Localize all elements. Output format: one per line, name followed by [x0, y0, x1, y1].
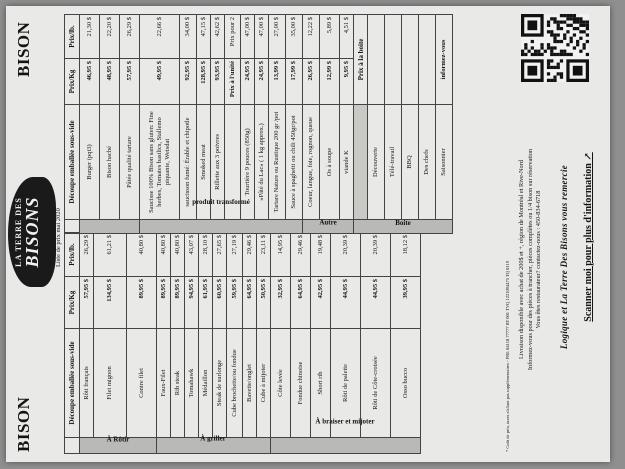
price-lb-cell: 35,00 $: [286, 15, 303, 59]
table-row: [140, 15, 180, 234]
group-label: Autre: [318, 218, 337, 227]
group-label-cell: [80, 435, 157, 454]
price-kg-cell: 89,95 $: [127, 277, 157, 329]
price-lb-cell: 27,00 $: [269, 15, 286, 59]
price-kg-cell: 94,95 $: [185, 277, 199, 329]
price-kg-cell: 93,95 $: [211, 59, 225, 105]
cut-name-cell: saucisson fumé: Érable et chipotle: [180, 105, 197, 220]
table-row: [80, 233, 94, 454]
price-kg-cell: 57,95 $: [120, 59, 140, 105]
table-row: [120, 15, 140, 234]
cut-name-cell: Rillette aux 3 poivres: [211, 105, 225, 220]
cut-name-cell: Tourtière 9 pouces (850g): [241, 105, 255, 220]
info-line: Vous êtes restaurateur? contactez-nous : 450-834-6718: [535, 190, 542, 329]
cut-name-cell: Short rib: [311, 329, 331, 438]
cut-name-cell: Filet mignon: [94, 329, 127, 438]
cut-name-cell: Steak de surlonge: [213, 329, 227, 438]
table-row: [340, 15, 354, 234]
box-price-cell: [385, 15, 402, 105]
group-column-header: [65, 220, 80, 234]
group-label: À braiser et mijoter: [315, 417, 375, 426]
cut-name-cell: Contre filet: [127, 329, 157, 438]
table-row: [391, 233, 421, 454]
price-kg-cell: 26,95 $: [303, 59, 320, 105]
price-kg-cell: 44,95 $: [361, 277, 391, 329]
price-kg-column-header: Prix/Kg: [65, 59, 80, 105]
price-lb-cell: 43,07 $: [185, 233, 199, 277]
price-kg-cell: 59,95 $: [227, 277, 243, 329]
price-kg-cell: 39,95 $: [391, 277, 421, 329]
delivery-info: [518, 117, 544, 402]
price-lb-cell: 20,39 $: [331, 233, 361, 277]
cut-name-cell: Coeur, langue, foie, rognon, queue: [303, 105, 320, 220]
price-lb-cell: 5,89 $: [320, 15, 340, 59]
price-lb-cell: 26,29 $: [80, 233, 94, 277]
cut-name-cell: BBQ: [402, 105, 419, 220]
price-lb-cell: 14,95 $: [271, 233, 291, 277]
price-lb-cell: Prix pour 2: [225, 15, 241, 59]
cut-name-cell: Saucisse 100% Bison sans gluten: Fine herbes, Tomates basilics, Stallemo piquante, Weisdat: [140, 105, 180, 220]
price-kg-cell: 9,95 $: [340, 59, 354, 105]
header-title-right: BISON: [14, 21, 33, 77]
table-row: [368, 15, 385, 234]
price-lb-cell: 61,21 $: [94, 233, 127, 277]
table-row: [320, 15, 340, 234]
price-kg-cell: 134,95 $: [94, 277, 127, 329]
price-kg-cell: 128,95 $: [197, 59, 211, 105]
cut-name-cell: Découverte: [368, 105, 385, 220]
table-row: [271, 233, 291, 454]
price-kg-cell: 24,95 $: [255, 59, 269, 105]
table-row: [127, 233, 157, 454]
cut-name-cell: Smoked meat: [197, 105, 211, 220]
price-lb-cell: 40,80 $: [127, 233, 157, 277]
qr-code-icon[interactable]: [521, 14, 589, 82]
cut-name-cell: Burger (pqt3): [80, 105, 100, 220]
price-kg-cell: 32,95 $: [271, 277, 291, 329]
price-lb-cell: 28,10 $: [199, 233, 213, 277]
price-lb-cell: 29,46 $: [291, 233, 311, 277]
table-row: [436, 15, 453, 234]
price-lb-column-header: Prix/lb.: [65, 233, 80, 277]
cut-column-header: Découpe emballée sous-vide: [65, 105, 80, 220]
cut-name-cell: Rôti de Côte-croisée: [361, 329, 391, 438]
price-kg-cell: 49,95 $: [140, 59, 180, 105]
table-row: [157, 233, 171, 454]
group-label: Boite: [394, 219, 411, 228]
table-row: [243, 233, 257, 454]
price-lb-cell: 34,00 $: [180, 15, 197, 59]
price-lb-cell: 21,30 $: [80, 15, 100, 59]
price-kg-cell: 92,95 $: [180, 59, 197, 105]
cut-name-cell: Cube brochette/ou fondue: [227, 329, 243, 438]
group-label-cell: [80, 220, 140, 234]
cut-name-cell: Faux-Filet: [157, 329, 171, 438]
price-lb-cell: 12,22 $: [303, 15, 320, 59]
table-row: [303, 15, 320, 234]
table-row: [419, 15, 436, 234]
price-lb-cell: 40,80 $: [171, 233, 185, 277]
price-lb-cell: 40,80 $: [157, 233, 171, 277]
table-row: [257, 233, 271, 454]
price-kg-cell: 50,95 $: [257, 277, 271, 329]
group-column-header: [65, 438, 80, 454]
cut-name-cell: Télé-travail: [385, 105, 402, 220]
info-line: Informez-vous pour des pièces à trancher, pièces complètes ou 1/4 bison sur réservation: [526, 148, 534, 371]
cut-name-cell: Rib steak: [171, 329, 185, 438]
box-price-cell: [402, 15, 419, 105]
group-label: À griller: [200, 434, 226, 443]
table-row: [255, 15, 269, 234]
table-row: [354, 15, 368, 234]
price-lb-cell: 29,46 $: [243, 233, 257, 277]
thank-you-tagline: Logique et La Terre Des Bisons vous remercie: [559, 164, 569, 350]
table-row: [286, 15, 303, 234]
price-lb-cell: 27,19 $: [227, 233, 243, 277]
price-kg-cell: 46,95 $: [80, 59, 100, 105]
right-table-header: [65, 15, 80, 234]
cut-name-cell: Tartare Nature ou Rustique 200 gr /pot: [269, 105, 286, 220]
group-label-cell: [271, 417, 421, 454]
box-price-cell: informez-vous: [436, 15, 453, 105]
left-price-table: [64, 232, 421, 454]
price-kg-cell: 13,99 $: [269, 59, 286, 105]
price-kg-cell: 12,99 $: [320, 59, 340, 105]
cut-name-cell: Os à soupe: [320, 105, 340, 220]
price-kg-cell: 89,95 $: [157, 277, 171, 329]
group-label: À Rôtir: [106, 435, 129, 444]
cut-name-cell: Bavette/onglet: [243, 329, 257, 438]
group-label: produit transformé: [191, 198, 250, 207]
cut-name-cell: Bison haché: [100, 105, 120, 220]
cut-name-cell: Sauce à spaghetti ou chili 450gr/pot: [286, 105, 303, 220]
price-kg-cell: 44,95 $: [331, 277, 361, 329]
cut-name-cell: Cube à mijoter: [257, 329, 271, 438]
price-list-sheet: [6, 6, 610, 462]
price-lb-cell: 19,48 $: [311, 233, 331, 277]
price-kg-column-header: Prix/Kg: [65, 277, 80, 329]
cut-name-cell: »Pâté du Lac» ( 1 kg approx.): [255, 105, 269, 220]
cut-name-cell: Médaillon: [199, 329, 213, 438]
price-lb-cell: 27,65 $: [213, 233, 227, 277]
cut-column-header: Découpe emballée sous-vide: [65, 329, 80, 438]
header-title-left: BISON: [14, 396, 33, 452]
price-kg-cell: 64,95 $: [243, 277, 257, 329]
scan-for-info-text: Scanner moi pour plus d'information ↗: [583, 152, 594, 322]
price-lb-cell: 47,15 $: [197, 15, 211, 59]
price-list-date: Liste de prix mai 2020: [55, 208, 62, 267]
price-lb-column-header: Prix/lb.: [65, 15, 80, 59]
table-row: [402, 15, 419, 234]
table-row: [100, 15, 120, 234]
cut-name-cell: Côte levée: [271, 329, 291, 438]
group-label-cell: [354, 220, 453, 234]
cut-name-cell: Fondue chinoise: [291, 329, 311, 438]
price-lb-cell: 18,12 $: [391, 233, 421, 277]
left-table-header: [65, 233, 80, 454]
cut-name-cell: Osso bucco: [391, 329, 421, 438]
price-lb-cell: 20,39 $: [361, 233, 391, 277]
price-kg-cell: 48,95 $: [100, 59, 120, 105]
price-kg-cell: 42,95 $: [311, 277, 331, 329]
price-kg-cell: 61,95 $: [199, 277, 213, 329]
price-kg-cell: 60,95 $: [213, 277, 227, 329]
table-row: [269, 15, 286, 234]
cut-name-cell: Pâtée qualité tartare: [120, 105, 140, 220]
table-row: [185, 233, 199, 454]
group-label-cell: [157, 434, 271, 454]
box-price-cell: [419, 15, 436, 105]
tax-footnote: * Coût de prix, taxes n'allant pas supplémentaires - PRI: 84118 77777 RT 001 TVQ 1221094475 TQ 0119: [505, 261, 510, 452]
group-label-cell: [303, 220, 354, 234]
logo-top-text: LA TERRE DES: [14, 197, 23, 267]
cut-name-cell: Saisonnier: [436, 105, 453, 220]
right-price-table: [64, 14, 453, 234]
table-row: [385, 15, 402, 234]
logo-main-text: BISONS: [22, 196, 42, 268]
price-kg-cell: 64,95 $: [291, 277, 311, 329]
price-lb-cell: 47,00 $: [241, 15, 255, 59]
cut-name-cell: Des chefs: [419, 105, 436, 220]
table-row: [80, 15, 100, 234]
table-row: [94, 233, 127, 454]
price-lb-cell: 22,66 $: [140, 15, 180, 59]
info-line: Livraison disponible avec achat de 200$ et +, région de Montréal et Rive-Nord: [518, 160, 525, 359]
price-lb-cell: 4,51 $: [340, 15, 354, 59]
group-label-cell: [140, 198, 303, 234]
rotated-document: [6, 6, 610, 462]
left-table-body: [80, 233, 421, 454]
table-row: [227, 233, 243, 454]
table-row: [213, 233, 227, 454]
cut-name-cell: viande K: [340, 105, 354, 220]
table-row: [199, 233, 213, 454]
box-price-note: Prix à la boite: [354, 15, 368, 105]
price-lb-cell: 22,20 $: [100, 15, 120, 59]
price-kg-cell: 24,95 $: [241, 59, 255, 105]
right-table-body: [80, 15, 453, 234]
price-lb-cell: 42,62 $: [211, 15, 225, 59]
cut-name-cell: Tomahawk: [185, 329, 199, 438]
empty-cell: [354, 105, 368, 220]
cut-name-cell: Rôti français: [80, 329, 94, 438]
price-lb-cell: 47,00 $: [255, 15, 269, 59]
table-row: [171, 233, 185, 454]
brand-logo: [8, 177, 56, 287]
table-row: [291, 233, 311, 454]
price-kg-cell: 89,95 $: [171, 277, 185, 329]
price-kg-cell: 57,95 $: [80, 277, 94, 329]
cut-name-cell: Rôti de palette: [331, 329, 361, 438]
box-price-cell: [368, 15, 385, 105]
price-kg-cell: 17,99 $: [286, 59, 303, 105]
price-kg-cell: Prix à l'unité: [225, 59, 241, 105]
price-lb-cell: 26,29 $: [120, 15, 140, 59]
price-lb-cell: 23,11 $: [257, 233, 271, 277]
